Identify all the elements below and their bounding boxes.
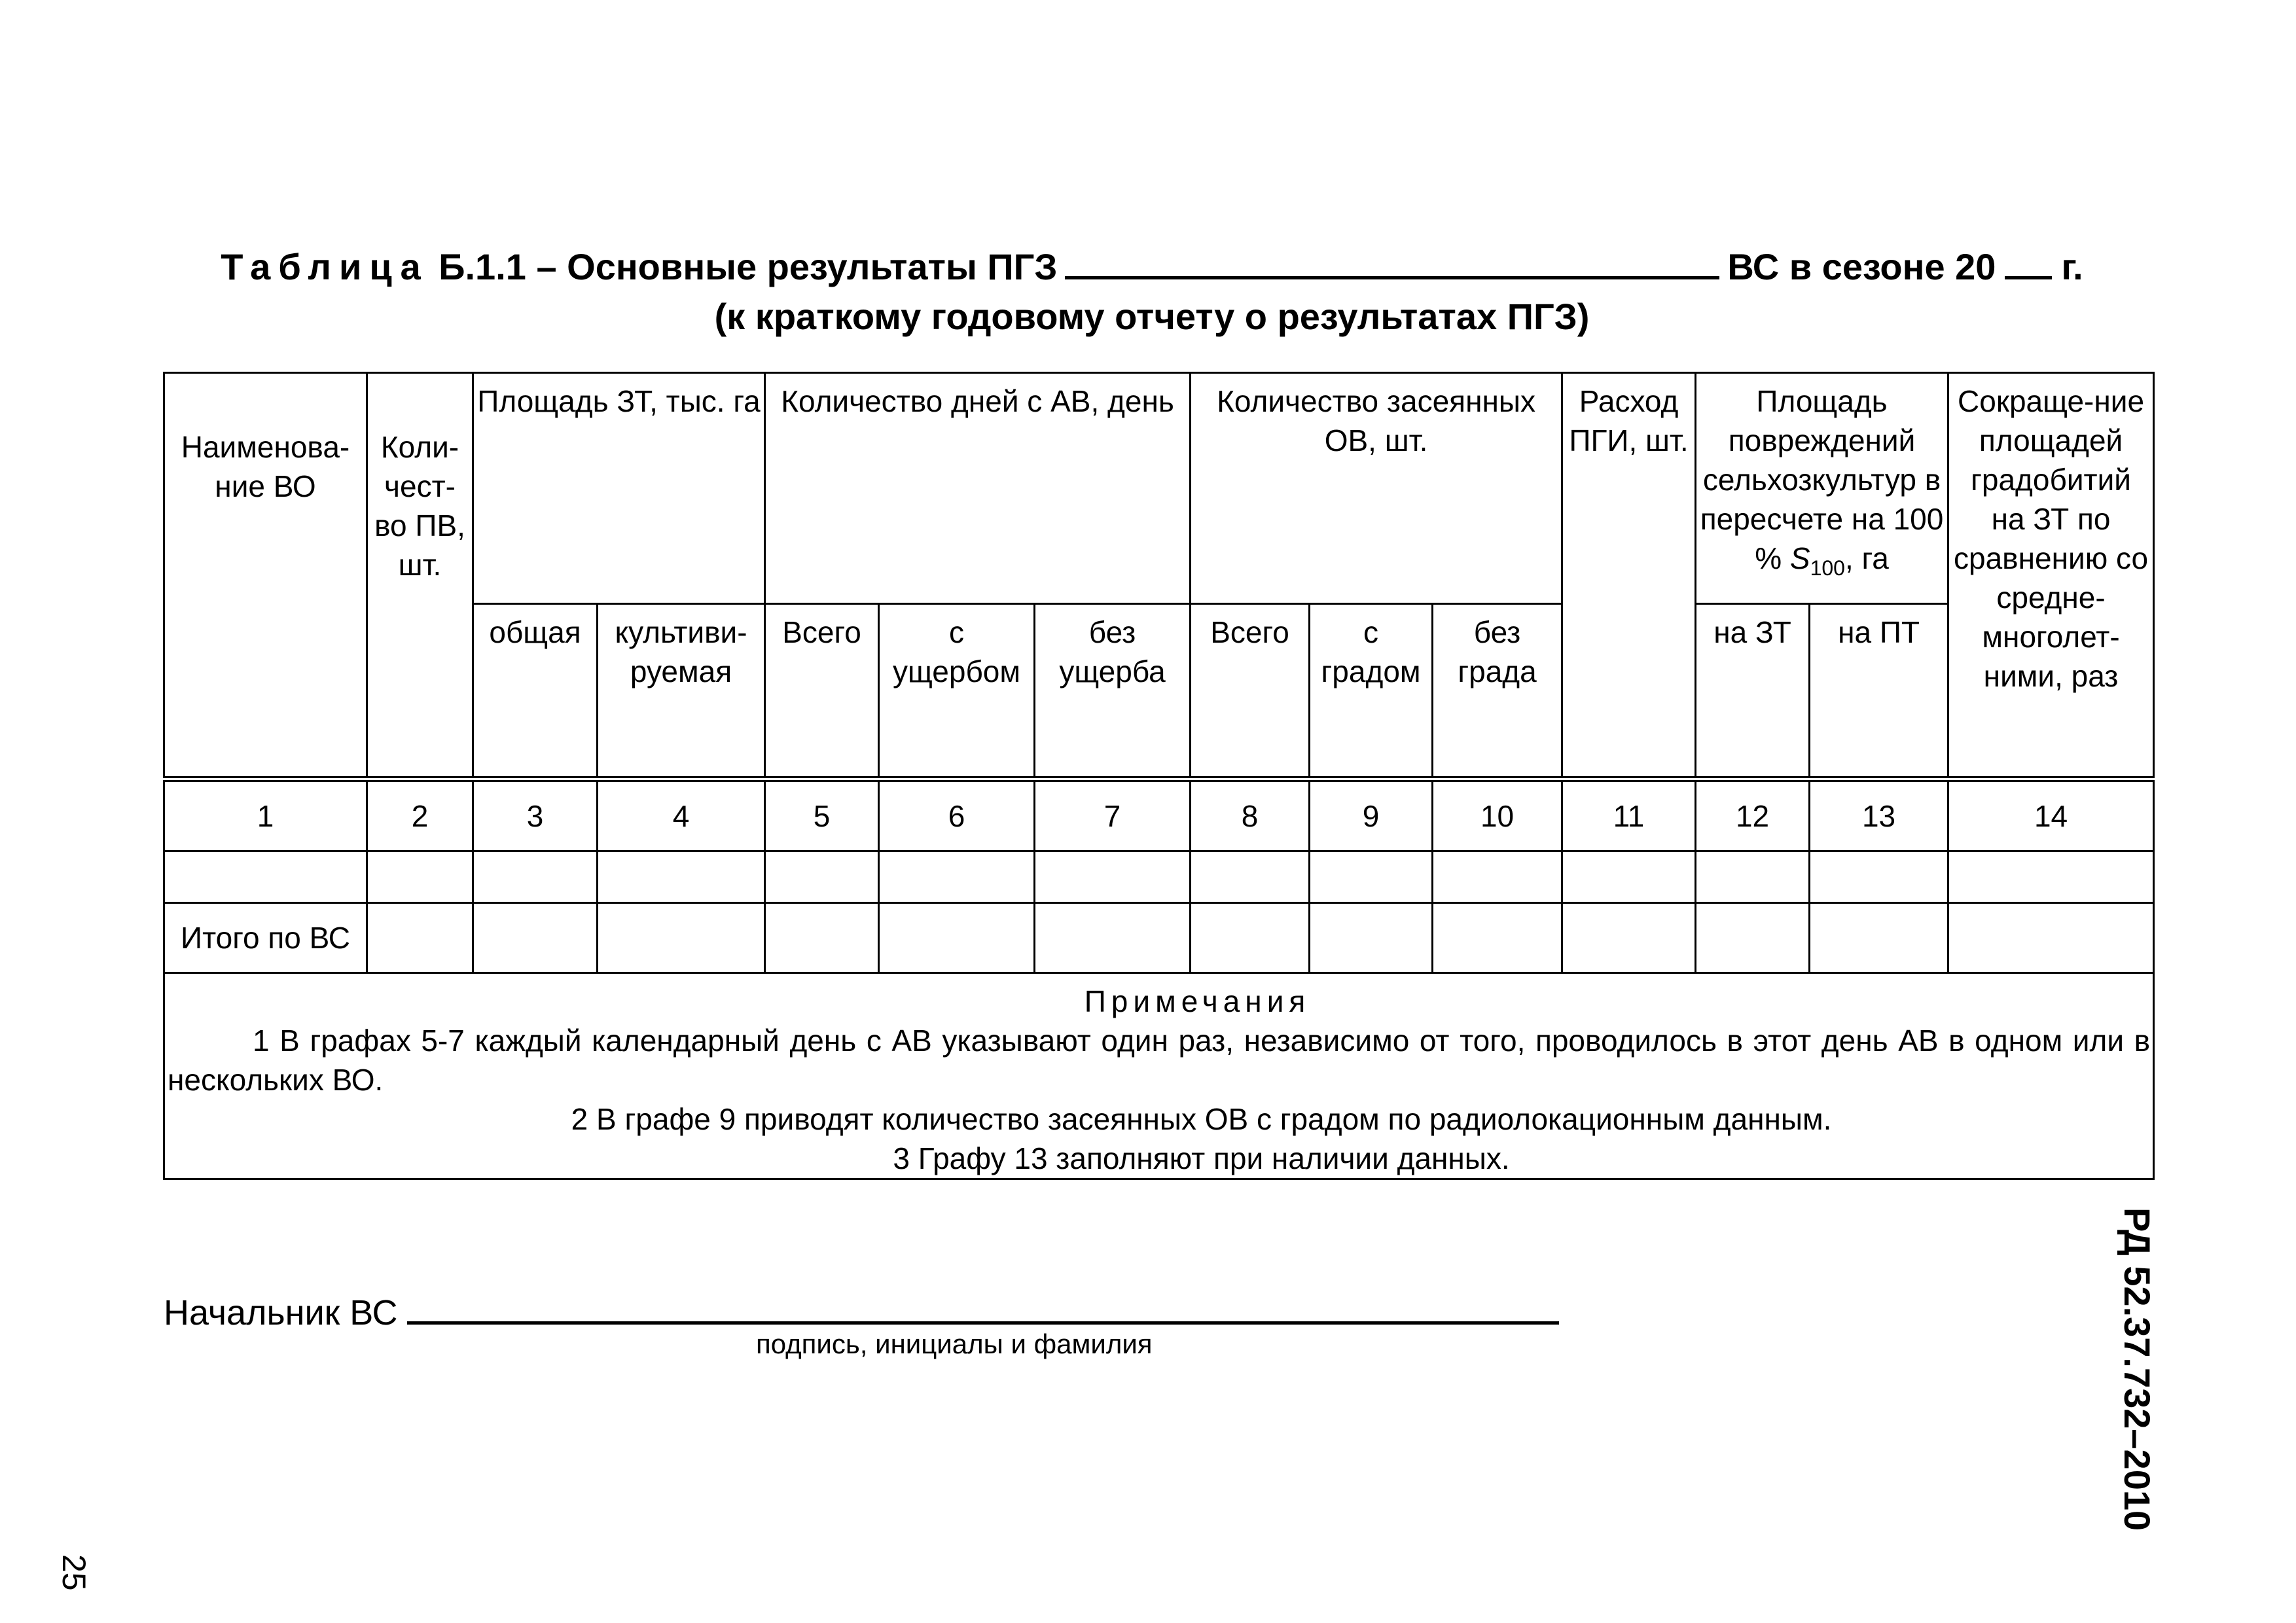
header-ov-no-hail: без града bbox=[1433, 604, 1562, 779]
header-damage-area-symbol: S bbox=[1789, 541, 1810, 575]
empty-cell bbox=[1696, 903, 1810, 973]
signature-line bbox=[407, 1286, 1559, 1325]
column-number-row bbox=[164, 779, 2154, 851]
column-number: 13 bbox=[1810, 779, 1948, 851]
header-damage-zt: на ЗТ bbox=[1696, 604, 1810, 779]
column-number: 7 bbox=[1035, 779, 1191, 851]
notes-section bbox=[164, 973, 2154, 1179]
column-number: 12 bbox=[1696, 779, 1810, 851]
table-row-total bbox=[164, 903, 2154, 973]
page-number: 25 bbox=[56, 1554, 92, 1591]
empty-cell bbox=[1810, 903, 1948, 973]
header-damage-area-subscript: 100 bbox=[1810, 556, 1845, 580]
header-area-cultivated: культиви-руемая bbox=[598, 604, 765, 779]
header-area-zt: Площадь ЗТ, тыс. га bbox=[473, 373, 765, 604]
column-number: 11 bbox=[1562, 779, 1696, 851]
empty-cell bbox=[879, 851, 1035, 903]
column-number: 1 bbox=[164, 779, 367, 851]
header-days-av: Количество дней с АВ, день bbox=[765, 373, 1191, 604]
column-number: 5 bbox=[765, 779, 879, 851]
header-days-damage: с ущербом bbox=[879, 604, 1035, 779]
header-ov-all: Всего bbox=[1191, 604, 1310, 779]
empty-cell bbox=[1035, 851, 1191, 903]
empty-cell bbox=[1562, 903, 1696, 973]
header-damage-area-text: Площадь повреждений сельхозкультур в пересчете на 100 % bbox=[1700, 384, 1944, 575]
empty-cell bbox=[1562, 851, 1696, 903]
signature-caption: подпись, инициалы и фамилия bbox=[756, 1329, 1153, 1359]
header-name: Наименова-ние ВО bbox=[164, 373, 367, 779]
column-number: 6 bbox=[879, 779, 1035, 851]
column-number: 14 bbox=[1948, 779, 2154, 851]
note-item: 2 В графе 9 приводят количество засеянных ОВ с градом по радиолокационным данным. bbox=[571, 1102, 1832, 1136]
note-item: 1 В графах 5-7 каждый календарный день с АВ указывают один раз, независимо от того, проводилось в этот день АВ в одном или в нескольких ВО. bbox=[168, 1024, 2151, 1097]
empty-cell bbox=[1810, 851, 1948, 903]
empty-cell bbox=[473, 903, 598, 973]
empty-cell bbox=[765, 851, 879, 903]
header-area-total: общая bbox=[473, 604, 598, 779]
note-item: 3 Графу 13 заполняют при наличии данных. bbox=[893, 1141, 1510, 1175]
header-days-no-damage: без ущерба bbox=[1035, 604, 1191, 779]
empty-cell bbox=[164, 851, 367, 903]
title-line-2: (к краткому годовому отчету о результатах ПГЗ) bbox=[714, 296, 1590, 337]
title-line-1 bbox=[164, 242, 2140, 292]
results-table bbox=[163, 372, 2155, 1180]
header-pgi: Расход ПГИ, шт. bbox=[1562, 373, 1696, 779]
header-ov-hail: с градом bbox=[1310, 604, 1433, 779]
document-number: РД 52.37.732–2010 bbox=[2117, 1207, 2158, 1531]
empty-cell bbox=[1035, 903, 1191, 973]
empty-cell bbox=[598, 903, 765, 973]
table-row-empty bbox=[164, 851, 2154, 903]
title-season: ВС в сезоне 20 bbox=[1727, 246, 1996, 287]
header-count-pv: Коли-чест-во ПВ, шт. bbox=[367, 373, 473, 779]
empty-cell bbox=[1696, 851, 1810, 903]
column-number: 3 bbox=[473, 779, 598, 851]
total-label: Итого по ВС bbox=[164, 903, 367, 973]
empty-cell bbox=[1310, 851, 1433, 903]
empty-cell bbox=[1433, 903, 1562, 973]
header-damage-area-unit: , га bbox=[1844, 541, 1889, 575]
empty-cell bbox=[1948, 851, 2154, 903]
notes-heading: Примечания bbox=[1084, 984, 1311, 1018]
empty-cell bbox=[367, 903, 473, 973]
header-reduction: Сокраще-ние площадей градобитий на ЗТ по сравнению со средне-многолет-ними, раз bbox=[1948, 373, 2154, 779]
header-days-all: Всего bbox=[765, 604, 879, 779]
header-ov-seeded: Количество засеянных ОВ, шт. bbox=[1191, 373, 1562, 604]
title-blank-station bbox=[1065, 243, 1719, 279]
header-damage-area bbox=[1696, 373, 1948, 604]
title-blank-year bbox=[2005, 243, 2052, 279]
empty-cell bbox=[1191, 903, 1310, 973]
empty-cell bbox=[367, 851, 473, 903]
column-number: 9 bbox=[1310, 779, 1433, 851]
title-year-suffix: г. bbox=[2061, 246, 2083, 287]
header-damage-pt: на ПТ bbox=[1810, 604, 1948, 779]
empty-cell bbox=[765, 903, 879, 973]
column-number: 10 bbox=[1433, 779, 1562, 851]
empty-cell bbox=[1948, 903, 2154, 973]
column-number: 4 bbox=[598, 779, 765, 851]
signature-block bbox=[164, 1286, 1559, 1333]
empty-cell bbox=[473, 851, 598, 903]
empty-cell bbox=[598, 851, 765, 903]
title-table-label: Таблица bbox=[221, 246, 429, 287]
empty-cell bbox=[1433, 851, 1562, 903]
empty-cell bbox=[1310, 903, 1433, 973]
table-title bbox=[164, 242, 2140, 342]
empty-cell bbox=[879, 903, 1035, 973]
column-number: 8 bbox=[1191, 779, 1310, 851]
column-number: 2 bbox=[367, 779, 473, 851]
title-prefix: Б.1.1 – Основные результаты ПГЗ bbox=[439, 246, 1058, 287]
signature-label: Начальник ВС bbox=[164, 1293, 398, 1332]
empty-cell bbox=[1191, 851, 1310, 903]
